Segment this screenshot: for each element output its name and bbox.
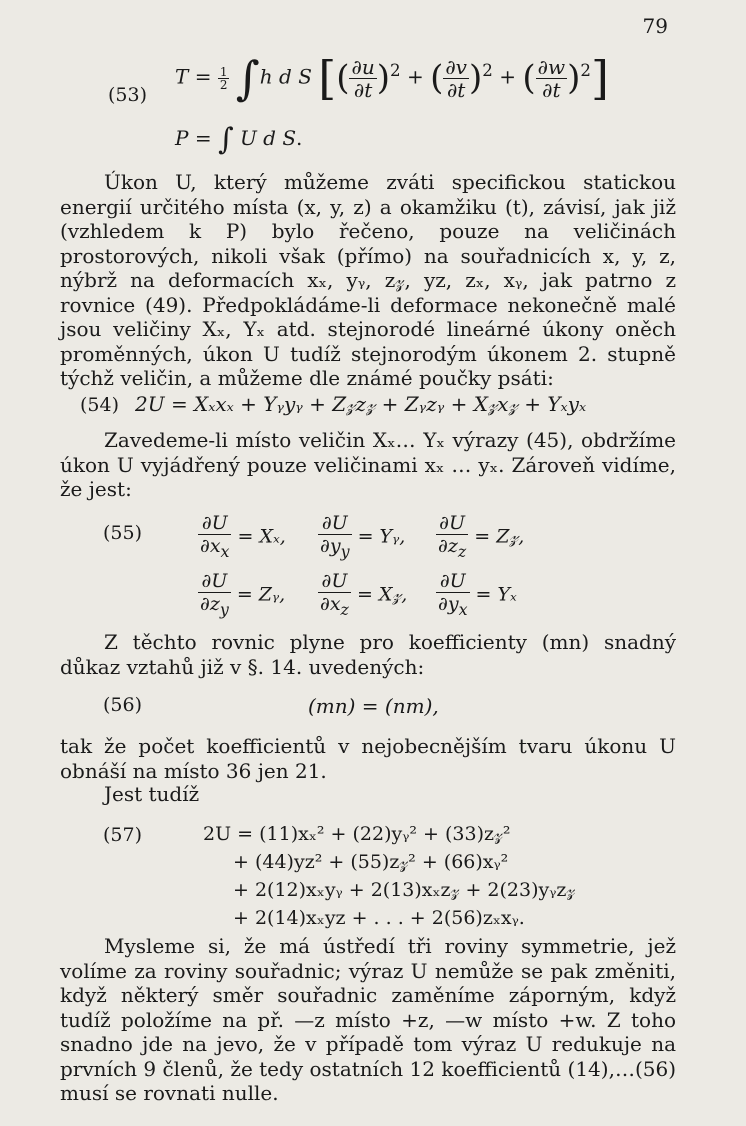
equation-55-item: $\frac{\partial U}{\partial z_z}$ = Z𝓏, (438, 512, 525, 561)
paragraph-3-text: Z těchto rovnic plyne pro koefficienty (mn) snadný důkaz vztahů již v §. 14. uvedených: (60, 630, 676, 679)
page-number: 79 (642, 14, 668, 38)
paragraph-6-text: Mysleme si, že má ústředí tři roviny symmetrie, jež volíme za roviny souřadnic; výraz U nemůže se pak změniti, když některý směr souřadnic zaměníme záporným, když tudíž položíme na př. —z místo +z, —w místo +w. Z toho snadno jde na jevo, že v případě tom výraz U redukuje na prvních 9 členů, že tedy ostatních 12 koefficientů (14),…(56) musí se rovnati nulle. (60, 934, 676, 1105)
equation-number: (56) (103, 694, 143, 716)
equation-55-item: $\frac{\partial U}{\partial z_y}$ = Zᵧ, (200, 570, 286, 619)
equation-57-line: 2U = (11)xₓ² + (22)yᵧ² + (33)z𝓏² (203, 823, 511, 845)
paragraph-2-text: Zavedeme-li místo veličin Xₓ… Yₓ výrazy (45), obdržíme úkon U vyjádřený pouze veličinami xₓ … yₓ. Zároveň vidíme, že jest: (60, 428, 676, 501)
paragraph-5 (60, 782, 676, 807)
paragraph-6 (60, 934, 676, 1106)
equation-number: (54) (80, 394, 120, 416)
paragraph-3 (60, 630, 676, 679)
equation-57 (203, 820, 575, 932)
equation-number: (55) (103, 522, 143, 544)
paragraph-1 (60, 170, 676, 391)
equation-55-item: $\frac{\partial U}{\partial y_y}$ = Yᵧ, (320, 512, 406, 561)
equation-number: (57) (103, 824, 143, 846)
equation-57-line: + (44)yz² + (55)z𝓏² + (66)xᵧ² (233, 851, 509, 873)
paragraph-4-text: tak že počet koefficientů v nejobecnějším tvaru úkonu U obnáší na místo 36 jen 21. (60, 734, 676, 783)
equation-53-line1: T = $\frac{1}{2}$ ∫h d S [( $\frac{\partial u}{\partial t}$ )$^2$ + ( $\frac{\partial v}{\partial t}$ )$^2$ + ( $\frac{\partial w}{\partial t}$ )$^2$] (175, 51, 609, 105)
paragraph-2 (60, 428, 676, 502)
equation-53-line2: P = ∫ U d S. (175, 122, 303, 157)
equation-57-line: + 2(14)xₓyz + . . . + 2(56)zₓxᵧ. (233, 907, 525, 929)
equation-55-item: $\frac{\partial U}{\partial y_x}$ = Yₓ (438, 570, 517, 619)
equation-56: (mn) = (nm), (308, 694, 439, 718)
equation-55-item: $\frac{\partial U}{\partial x_z}$ = X𝓏, (320, 570, 408, 619)
equation-number: (53) (108, 84, 148, 106)
equation-54: 2U = Xₓxₓ + Yᵧyᵧ + Z𝓏z𝓏 + Zᵧzᵧ + X𝓏x𝓏 + Yₓyₓ (135, 392, 587, 416)
equation-55-item: $\frac{\partial U}{\partial x_x}$ = Xₓ, (200, 512, 286, 561)
paragraph-1-text: Úkon U, který můžeme zváti specifickou statickou energií určitého místa (x, y, z) a okamžiku (t), závisí, jak již (vzhledem k P) bylo řečeno, pouze na veličinách prostorových, nikoli však (přímo) na souřadnicích x, y, z, nýbrž na deformacích xₓ, yᵧ, z𝓏, yz, zₓ, xᵧ, jak patrno z rovnice (49). Předpokládáme-li deformace nekonečně malé jsou veličiny Xₓ, Yₓ atd. stejnorodé lineárné úkony oněch proměnných, úkon U tudíž stejnorodým úkonem 2. stupně týchž veličin, a můžeme dle známé poučky psáti: (60, 170, 676, 390)
paragraph-4 (60, 734, 676, 783)
paragraph-5-text: Jest tudíž (104, 782, 200, 806)
equation-57-line: + 2(12)xₓyᵧ + 2(13)xₓz𝓏 + 2(23)yᵧz𝓏 (233, 879, 576, 901)
